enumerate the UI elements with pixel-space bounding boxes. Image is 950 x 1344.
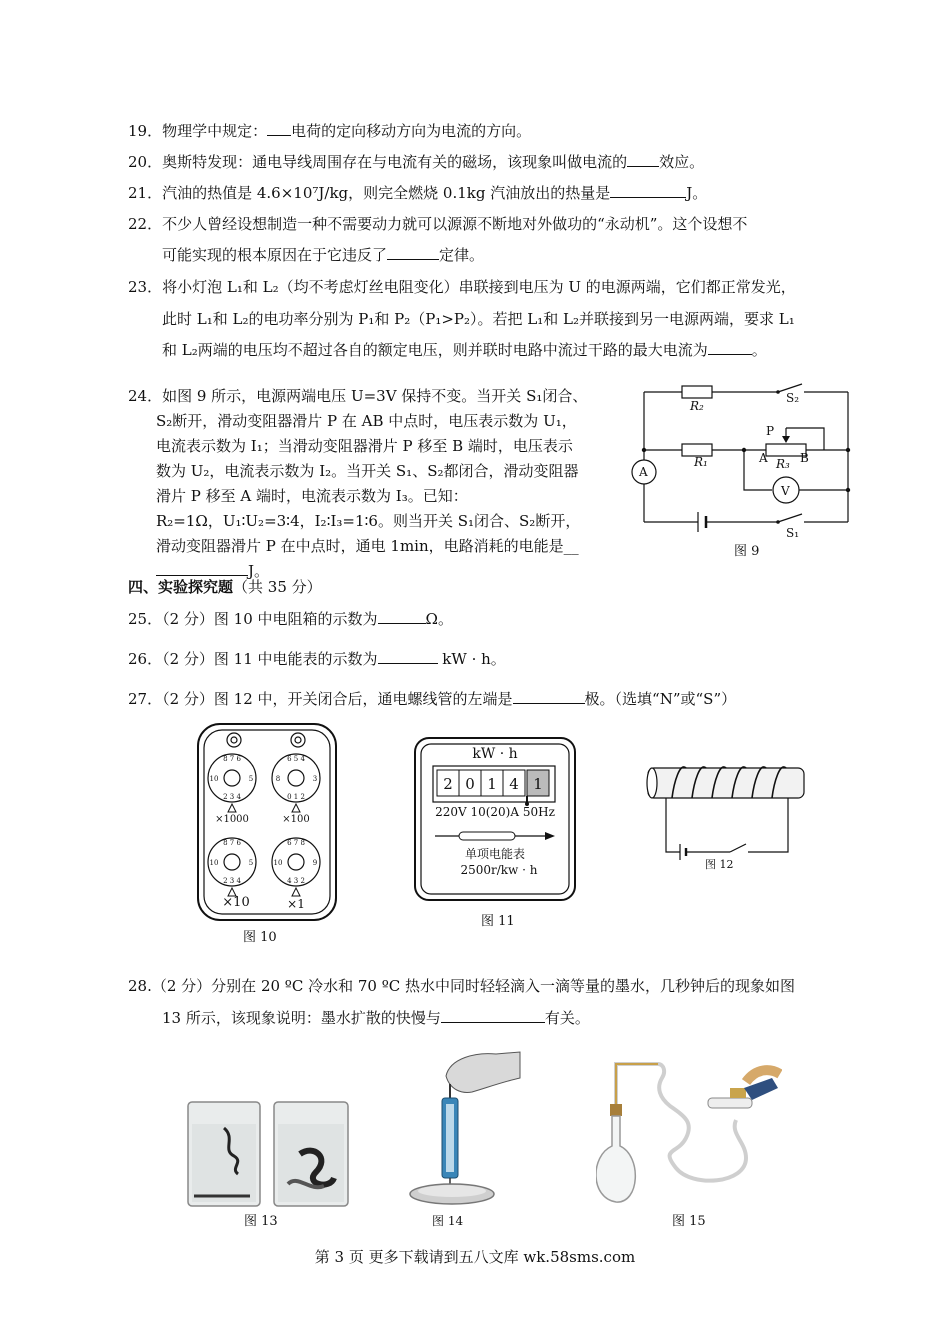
- meter-name: 单项电能表: [464, 847, 526, 861]
- figure-9-caption: 图 9: [734, 544, 760, 559]
- question-number: 21．: [128, 184, 163, 202]
- svg-text:6 5 4: 6 5 4: [287, 755, 305, 763]
- beaker-cold-water: [188, 1102, 260, 1206]
- figure-9-circuit: [626, 380, 862, 560]
- label-s2: S₂: [786, 391, 800, 405]
- figure-15-caption: 图 15: [672, 1214, 706, 1229]
- figure-12-caption: 图 12: [705, 858, 734, 871]
- svg-text:9: 9: [312, 859, 318, 867]
- bulb-pump: [708, 1070, 780, 1108]
- switch: [730, 844, 746, 852]
- svg-text:4 3 2: 4 3 2: [287, 877, 305, 885]
- figure-12-solenoid: [642, 752, 814, 862]
- label-p: P: [766, 424, 775, 438]
- q24-line5: 滑片 P 移至 A 端时，电流表示数为 I₃。已知：: [156, 487, 468, 505]
- svg-text:3: 3: [312, 775, 318, 783]
- meter-rate: 2500r/kw · h: [460, 863, 538, 877]
- figure-10-caption: 图 10: [243, 930, 277, 945]
- q20: 20．奥斯特发现：通电导线周围存在与电流有关的磁场，该现象叫做电流的 效应。: [128, 153, 705, 171]
- meter-unit: kW · h: [472, 746, 518, 762]
- svg-text:10: 10: [273, 859, 283, 867]
- figure-13-caption: 图 13: [244, 1214, 278, 1229]
- question-number: 23．: [128, 278, 163, 296]
- svg-text:10: 10: [209, 775, 219, 783]
- meter-digit: 4: [509, 775, 519, 793]
- label-ammeter: A: [639, 465, 648, 479]
- question-number: 26．: [128, 650, 163, 668]
- svg-text:8 7 6: 8 7 6: [223, 839, 241, 847]
- svg-text:10: 10: [209, 859, 219, 867]
- label-b-end: B: [800, 451, 809, 465]
- label-r2: R₂: [690, 399, 704, 413]
- figure-14-spring-scale: [406, 1048, 522, 1208]
- answer-blank: [627, 152, 659, 167]
- figure-13-beakers: [184, 1098, 356, 1208]
- q19: 19．物理学中规定： 电荷的定向移动方向为电流的方向。: [128, 122, 532, 140]
- q21: 21．汽油的热值是 4.6×10⁷J/kg，则完全燃烧 0.1kg 汽油放出的热量是 J。: [128, 184, 708, 202]
- question-number: 20．: [128, 153, 163, 171]
- dial-x1-label: ×1: [287, 897, 305, 911]
- figure-11-energy-meter: [413, 736, 577, 902]
- question-number: 27．: [128, 690, 163, 708]
- q23-line2: 此时 L₁和 L₂的电功率分别为 P₁和 P₂（P₁>P₂）。若把 L₁和 L₂并联接到另一电源两端，要求 L₁: [162, 310, 795, 328]
- svg-text:0 1 2: 0 1 2: [287, 793, 305, 801]
- flask: [596, 1116, 635, 1202]
- q24-line6: R₂=1Ω，U₁∶U₂=3∶4，I₂∶I₃=1∶6。则当开关 S₁闭合、S₂断开，: [156, 512, 581, 530]
- q24: 24．如图 9 所示，电源两端电压 U=3V 保持不变。当开关 S₁闭合、: [128, 387, 588, 405]
- answer-blank: [513, 689, 585, 704]
- svg-text:8 7 6: 8 7 6: [223, 755, 241, 763]
- svg-text:2 3 4: 2 3 4: [223, 877, 241, 885]
- q25: 25．（2 分）图 10 中电阻箱的示数为 Ω。: [128, 610, 453, 628]
- q23: 23．将小灯泡 L₁和 L₂（均不考虑灯丝电阻变化）串联接到电压为 U 的电源两端，它们都正常发光，: [128, 278, 796, 296]
- label-s1: S₁: [786, 526, 800, 540]
- svg-text:6 7 8: 6 7 8: [287, 839, 305, 847]
- meter-spec: 220V 10(20)A 50Hz: [435, 805, 555, 819]
- q23-line3: 和 L₂两端的电压均不超过各自的额定电压，则并联时电路中流过干路的最大电流为 。: [162, 341, 767, 359]
- svg-text:5: 5: [248, 775, 254, 783]
- answer-blank: [387, 245, 439, 260]
- answer-blank: [156, 561, 248, 576]
- label-r3: R₃: [776, 457, 790, 471]
- dial-x1000-label: ×1000: [215, 814, 249, 825]
- svg-text:2 3 4: 2 3 4: [223, 793, 241, 801]
- q22: 22．不少人曾经设想制造一种不需要动力就可以源源不断地对外做功的“永动机”。这个设想不: [128, 215, 748, 233]
- page-footer: 第 3 页 更多下载请到五八文库 wk.58sms.com: [314, 1248, 636, 1266]
- question-number: 19．: [128, 122, 163, 140]
- label-a-end: A: [759, 451, 768, 465]
- answer-blank: [378, 649, 438, 664]
- q24-line3: 电流表示数为 I₁；当滑动变阻器滑片 P 移至 B 端时，电压表示: [156, 437, 573, 455]
- q24-line7: 滑动变阻器滑片 P 在中点时，通电 1min，电路消耗的电能是__: [156, 537, 579, 555]
- q24-line8: J。: [156, 561, 269, 581]
- question-number: 28.: [128, 977, 152, 995]
- switch-s1: [778, 514, 802, 522]
- figure-14-caption: 图 14: [432, 1214, 464, 1228]
- label-r1: R₁: [694, 455, 708, 469]
- question-number: 24．: [128, 387, 163, 405]
- meter-digit: 2: [443, 775, 453, 793]
- q24-line2: S₂断开，滑动变阻器滑片 P 在 AB 中点时，电压表示数为 U₁，: [156, 412, 577, 430]
- q28: 28.（2 分）分别在 20 ºC 冷水和 70 ºC 热水中同时轻轻滴入一滴等量的墨水，几秒钟后的现象如图: [128, 977, 796, 995]
- resistor-r2: [682, 386, 712, 398]
- hand: [446, 1052, 520, 1092]
- beaker-hot-water: [274, 1102, 348, 1206]
- meter-digit-decimal: 1: [533, 775, 543, 793]
- dial-x100-label: ×100: [282, 814, 310, 825]
- answer-blank: [267, 121, 291, 136]
- dial-x10-label: ×10: [222, 895, 250, 910]
- question-number: 25．: [128, 610, 163, 628]
- answer-blank: [708, 340, 752, 355]
- answer-blank: [441, 1008, 545, 1023]
- q26: 26．（2 分）图 11 中电能表的示数为 kW · h。: [128, 650, 506, 668]
- meter-digit: 1: [487, 775, 497, 793]
- svg-text:5: 5: [248, 859, 254, 867]
- figure-11-caption: 图 11: [481, 914, 515, 929]
- svg-text:8: 8: [275, 775, 281, 783]
- section-4-heading: 四、实验探究题（共 35 分）: [128, 578, 322, 596]
- q24-line4: 数为 U₂，电流表示数为 I₂。当开关 S₁、S₂都闭合，滑动变阻器: [156, 462, 579, 480]
- q22-line2: 可能实现的根本原因在于它违反了 定律。: [162, 246, 485, 264]
- label-voltmeter: V: [781, 484, 790, 498]
- answer-blank: [378, 609, 426, 624]
- meter-digit: 0: [465, 775, 475, 793]
- q28-line2: 13 所示，该现象说明：墨水扩散的快慢与 有关。: [162, 1009, 590, 1027]
- figure-15-flask: [596, 1058, 782, 1208]
- answer-blank: [610, 183, 686, 198]
- question-number: 22．: [128, 215, 163, 233]
- q27: 27．（2 分）图 12 中，开关闭合后，通电螺线管的左端是 极。（选填“N”或“S”）: [128, 690, 737, 708]
- figure-10-resistance-box: [196, 722, 338, 922]
